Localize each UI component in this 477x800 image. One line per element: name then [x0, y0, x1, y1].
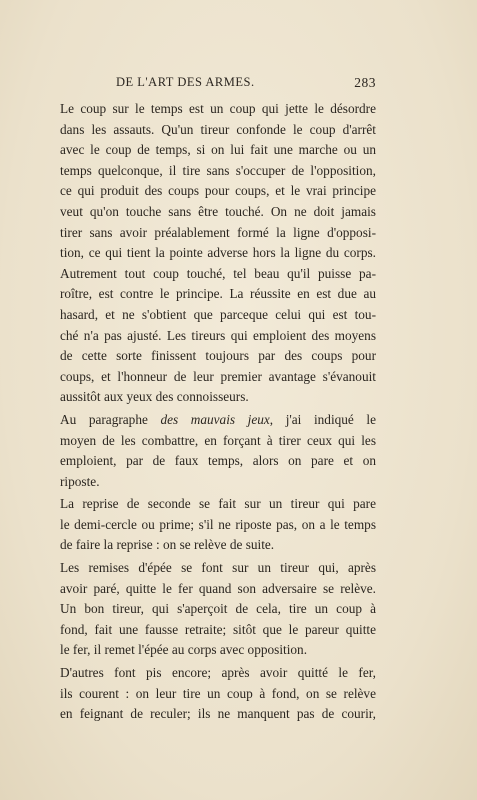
- text-segment: , j'ai indiqué le: [269, 411, 376, 427]
- text-line: Le coup sur le temps est un coup qui jette le désordre: [60, 101, 376, 116]
- paragraph-4: [50, 558, 376, 661]
- text-line: roître, est contre le principe. La réussite en est due au: [60, 286, 376, 302]
- text-line: La reprise de seconde se fait sur un tireur qui pare: [60, 496, 376, 512]
- text-line: de cette sorte finissent toujours par des coups pour: [60, 348, 376, 364]
- text-line: moyen de les combattre, en forçant à tirer ceux qui les: [60, 432, 376, 448]
- text-line: fond, fait une fausse retraite; sitôt que le pareur quitte: [60, 621, 376, 637]
- text-line: coups, et l'honneur de leur premier avantage s'évanouit: [60, 368, 376, 384]
- text-line: ce qui produit des coups pour coups, et le vrai principe: [60, 183, 376, 199]
- text-line: tion, ce qui tient la pointe adverse hors la ligne du corps.: [60, 245, 376, 261]
- text-line: en feignant de reculer; ils ne manquent pas de courir,: [60, 706, 376, 722]
- text-line: Les remises d'épée se font sur un tireur qui, après: [60, 560, 376, 576]
- text-line: hasard, et ne s'obtient que parceque celui qui est tou-: [60, 306, 376, 322]
- running-title: DE L'ART DES ARMES.: [116, 75, 255, 89]
- text-line: D'autres font pis encore; après avoir quitté le fer,: [60, 665, 376, 681]
- paragraph-3: [50, 494, 376, 556]
- text-line: de faire la reprise : on se relève de suite.: [60, 537, 275, 553]
- text-line: tirer sans avoir préalablement formé la ligne d'opposi-: [60, 224, 376, 240]
- text-line: avec le coup de temps, si on lui fait une marche ou un: [60, 142, 376, 158]
- text-line: temps quelconque, il tire sans s'occuper de l'opposition,: [60, 162, 376, 178]
- text-line: le fer, il remet l'épée au corps avec opposition.: [60, 642, 308, 658]
- text-line: Autrement tout coup touché, tel beau qu'il puisse pa-: [60, 265, 376, 281]
- text-line: [50, 410, 376, 431]
- text-segment: Au paragraphe: [60, 411, 161, 427]
- text-line: Un bon tireur, qui s'aperçoit de cela, tire un coup à: [60, 601, 376, 617]
- paragraph-1: [50, 99, 376, 408]
- body-text: [50, 99, 376, 725]
- text-line: emploient, par de faux temps, alors on pare et on: [60, 453, 376, 469]
- text-line: avoir paré, quitte le fer quand son adversaire se relève.: [60, 580, 376, 596]
- text-line: veut qu'on touche sans être touché. On ne doit jamais: [60, 203, 376, 219]
- text-line: riposte.: [60, 473, 100, 489]
- text-line: le demi-cercle ou prime; s'il ne riposte pas, on a le temps: [60, 516, 376, 532]
- text-line: ils courent : on leur tire un coup à fond, on se relève: [60, 685, 376, 701]
- text-line: ché n'a pas ajusté. Les tireurs qui emploient des moyens: [60, 327, 376, 343]
- page-number: 283: [354, 75, 376, 90]
- text-line: dans les assauts. Qu'un tireur confonde le coup d'arrêt: [60, 121, 376, 137]
- paragraph-2: [50, 410, 376, 492]
- text-line: aussitôt aux yeux des connoisseurs.: [60, 389, 249, 405]
- page-header: [50, 75, 376, 93]
- italic-reference: des mauvais jeux: [160, 411, 270, 427]
- paragraph-5: [50, 663, 376, 725]
